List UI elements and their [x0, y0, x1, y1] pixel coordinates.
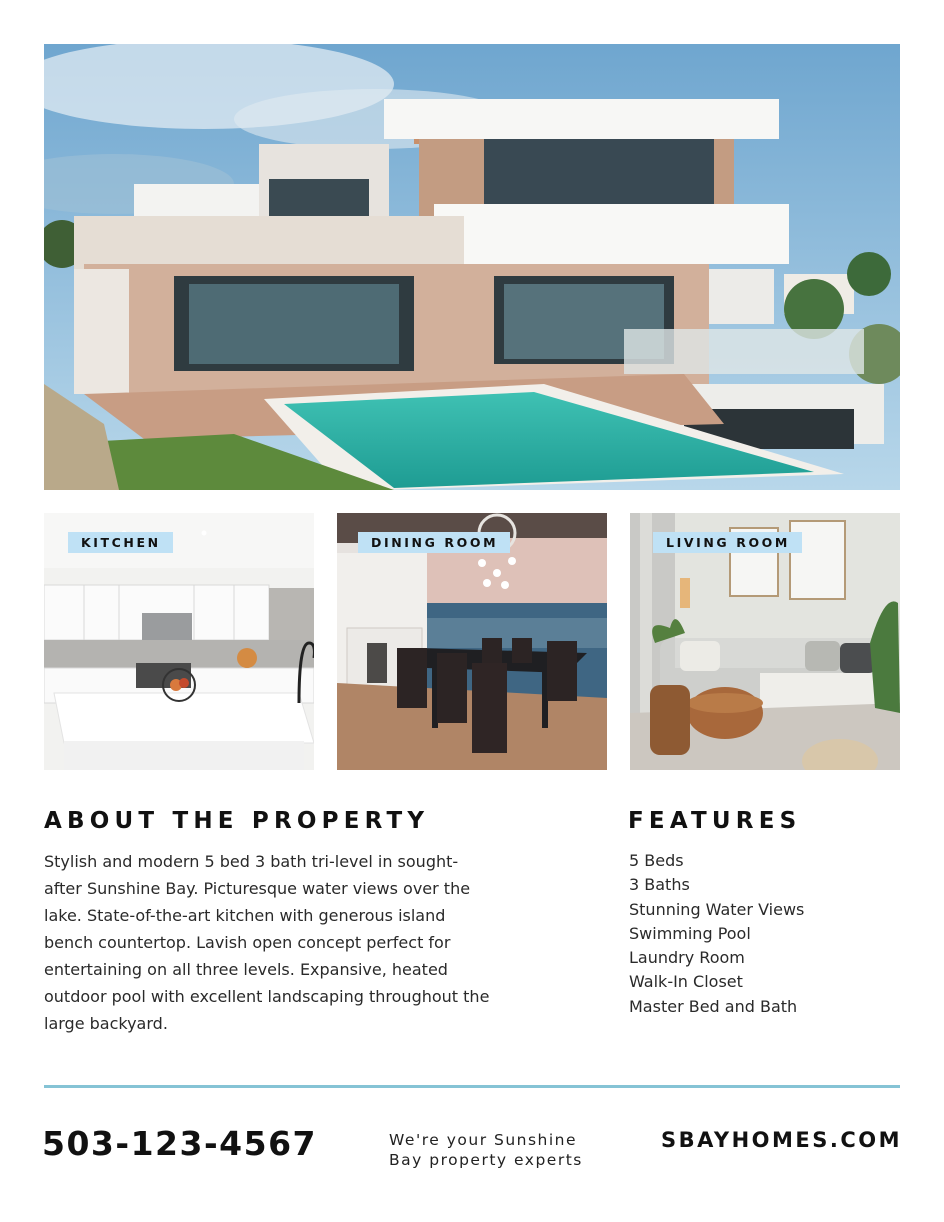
- hero-photo: [44, 44, 900, 490]
- tagline-line-1: We're your Sunshine: [389, 1131, 578, 1149]
- tagline-line-2: Bay property experts: [389, 1151, 583, 1169]
- kitchen-photo: [44, 513, 314, 770]
- features-list: [629, 849, 804, 1019]
- website-link[interactable]: SBAYHOMES.COM: [660, 1128, 902, 1152]
- kitchen-label: KITCHEN: [68, 532, 173, 553]
- feature-item: 3 Baths: [629, 875, 690, 895]
- feature-item: Walk-In Closet: [629, 972, 743, 992]
- feature-item: Swimming Pool: [629, 923, 751, 943]
- tagline: [389, 1130, 583, 1170]
- feature-item: 5 Beds: [629, 851, 684, 870]
- about-description: Stylish and modern 5 bed 3 bath tri-level in sought-after Sunshine Bay. Picturesque water views over the lake. State-of-the-art kitchen with generous island bench countertop. Lavish open concept perfect for entertaining on all three levels. Expansive, heated outdoor pool with excellent landscaping throughout the large backyard.: [44, 852, 490, 1033]
- dining-room-photo: [337, 513, 607, 770]
- living-room-photo: [630, 513, 900, 770]
- feature-item: Laundry Room: [629, 948, 745, 968]
- footer-divider: [44, 1085, 900, 1088]
- about-heading: ABOUT THE PROPERTY: [44, 808, 430, 834]
- living-room-label: LIVING ROOM: [653, 532, 802, 553]
- phone-number[interactable]: 503-123-4567: [42, 1124, 318, 1163]
- feature-item: Master Bed and Bath: [629, 996, 798, 1016]
- feature-item: Stunning Water Views: [629, 899, 805, 919]
- features-heading: FEATURES: [628, 808, 802, 834]
- dining-room-label: DINING ROOM: [358, 532, 510, 553]
